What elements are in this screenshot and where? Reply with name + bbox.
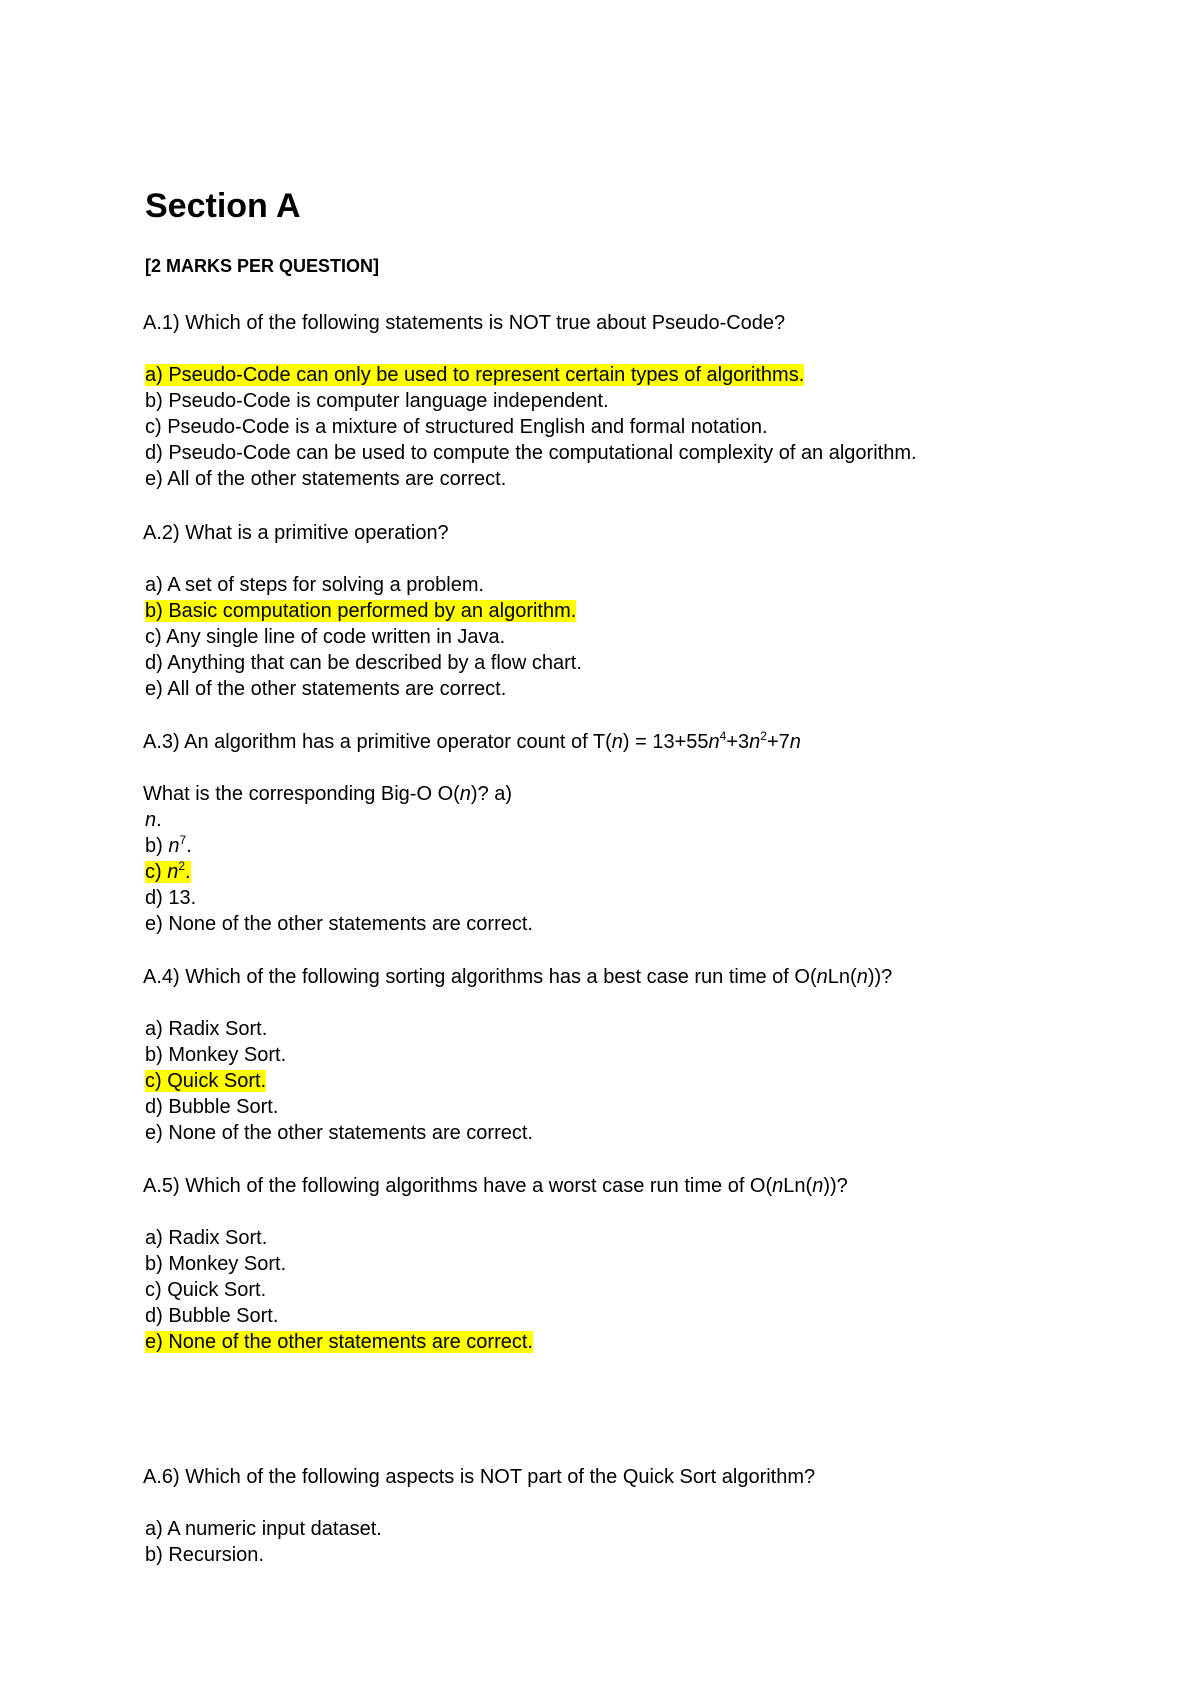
answer-highlight: a) Pseudo-Code can only be used to represent certain types of algorithms.	[145, 364, 805, 386]
question-a4-option-e: e) None of the other statements are correct.	[145, 1122, 533, 1144]
prompt-text: Ln	[827, 966, 851, 988]
prompt-text: A.4) Which of the following sorting algorithms has a best case run time of O(	[143, 966, 817, 988]
question-a1-option-b: b) Pseudo-Code is computer language independent.	[145, 390, 609, 412]
question-a2-option-d: d) Anything that can be described by a flow chart.	[145, 652, 582, 674]
marks-note: [2 MARKS PER QUESTION]	[145, 256, 380, 276]
prompt-text: What is the corresponding Big-O O(	[143, 783, 460, 805]
math-var: n	[459, 783, 471, 805]
math-var: n	[816, 966, 828, 988]
question-a3-option-c	[145, 859, 191, 885]
math-var: n	[856, 966, 868, 988]
option-text: .	[156, 809, 162, 831]
exponent: 7	[179, 833, 187, 847]
answer-highlight: c) Quick Sort.	[145, 1070, 267, 1092]
question-a5-option-a: a) Radix Sort.	[145, 1227, 268, 1249]
exponent: 2	[178, 859, 186, 873]
exponent: 4	[719, 729, 727, 743]
question-a3-prompt	[143, 729, 801, 755]
question-a5-option-c: c) Quick Sort.	[145, 1279, 267, 1301]
prompt-text: A.5) Which of the following algorithms have a worst case run time of O(	[143, 1175, 773, 1197]
prompt-text: A.3) An algorithm has a primitive operator count of T(	[143, 731, 612, 753]
question-a1-option-d: d) Pseudo-Code can be used to compute the computational complexity of an algorithm.	[145, 442, 917, 464]
exponent: 2	[760, 729, 767, 743]
question-a1-option-c: c) Pseudo-Code is a mixture of structured English and formal notation.	[145, 416, 768, 438]
option-text: .	[185, 861, 191, 883]
question-a3-option-a	[145, 807, 162, 833]
option-text: c)	[145, 861, 168, 883]
question-a2-option-a: a) A set of steps for solving a problem.	[145, 574, 485, 596]
answer-highlight: e) None of the other statements are correct.	[145, 1331, 533, 1353]
prompt-text: ) = 13+55	[622, 731, 709, 753]
answer-highlight	[145, 861, 191, 883]
question-a5-option-b: b) Monkey Sort.	[145, 1253, 287, 1275]
prompt-text: (	[805, 1175, 813, 1197]
option-text: .	[186, 835, 192, 857]
question-a1-option-e: e) All of the other statements are correct.	[145, 468, 507, 490]
question-a6-option-a: a) A numeric input dataset.	[145, 1518, 382, 1540]
question-a6-prompt: A.6) Which of the following aspects is NOT part of the Quick Sort algorithm?	[143, 1466, 816, 1488]
question-a3-option-e: e) None of the other statements are correct.	[145, 913, 533, 935]
option-text: b)	[145, 835, 169, 857]
prompt-text: Ln	[783, 1175, 806, 1197]
question-a1-option-a	[145, 362, 804, 388]
math-var: n	[812, 1175, 824, 1197]
math-var: n	[611, 731, 623, 753]
question-a4-prompt	[143, 964, 892, 990]
question-a2-option-b	[145, 598, 576, 624]
question-a4-option-b: b) Monkey Sort.	[145, 1044, 287, 1066]
question-a2-prompt: A.2) What is a primitive operation?	[143, 522, 449, 544]
question-a4-option-d: d) Bubble Sort.	[145, 1096, 279, 1118]
prompt-text: +7	[766, 731, 790, 753]
math-var: n	[772, 1175, 784, 1197]
question-a5-option-e	[145, 1329, 533, 1355]
question-a4-option-a: a) Radix Sort.	[145, 1018, 268, 1040]
question-a4-option-c	[145, 1068, 266, 1094]
math-var: n	[145, 809, 157, 831]
prompt-text: )? a)	[470, 783, 513, 805]
question-a2-option-c: c) Any single line of code written in Java.	[145, 626, 506, 648]
prompt-text: ))?	[867, 966, 893, 988]
math-var: n	[789, 731, 801, 753]
question-a3-sub-prompt	[143, 781, 512, 807]
question-a3-option-b	[145, 833, 192, 859]
question-a3-option-d: d) 13.	[145, 887, 197, 909]
question-a5-prompt	[143, 1173, 848, 1199]
question-a2-option-e: e) All of the other statements are correct.	[145, 678, 507, 700]
prompt-text: +3	[726, 731, 750, 753]
math-var: n	[749, 731, 761, 753]
question-a6-option-b: b) Recursion.	[145, 1544, 264, 1566]
math-var: n	[168, 835, 180, 857]
section-title: Section A	[145, 187, 301, 225]
math-var: n	[167, 861, 179, 883]
question-a1-prompt: A.1) Which of the following statements is NOT true about Pseudo-Code?	[143, 312, 786, 334]
question-a5-option-d: d) Bubble Sort.	[145, 1305, 279, 1327]
prompt-text: ))?	[823, 1175, 848, 1197]
math-var: n	[708, 731, 720, 753]
prompt-text: (	[850, 966, 857, 988]
answer-highlight: b) Basic computation performed by an algorithm.	[145, 600, 577, 622]
